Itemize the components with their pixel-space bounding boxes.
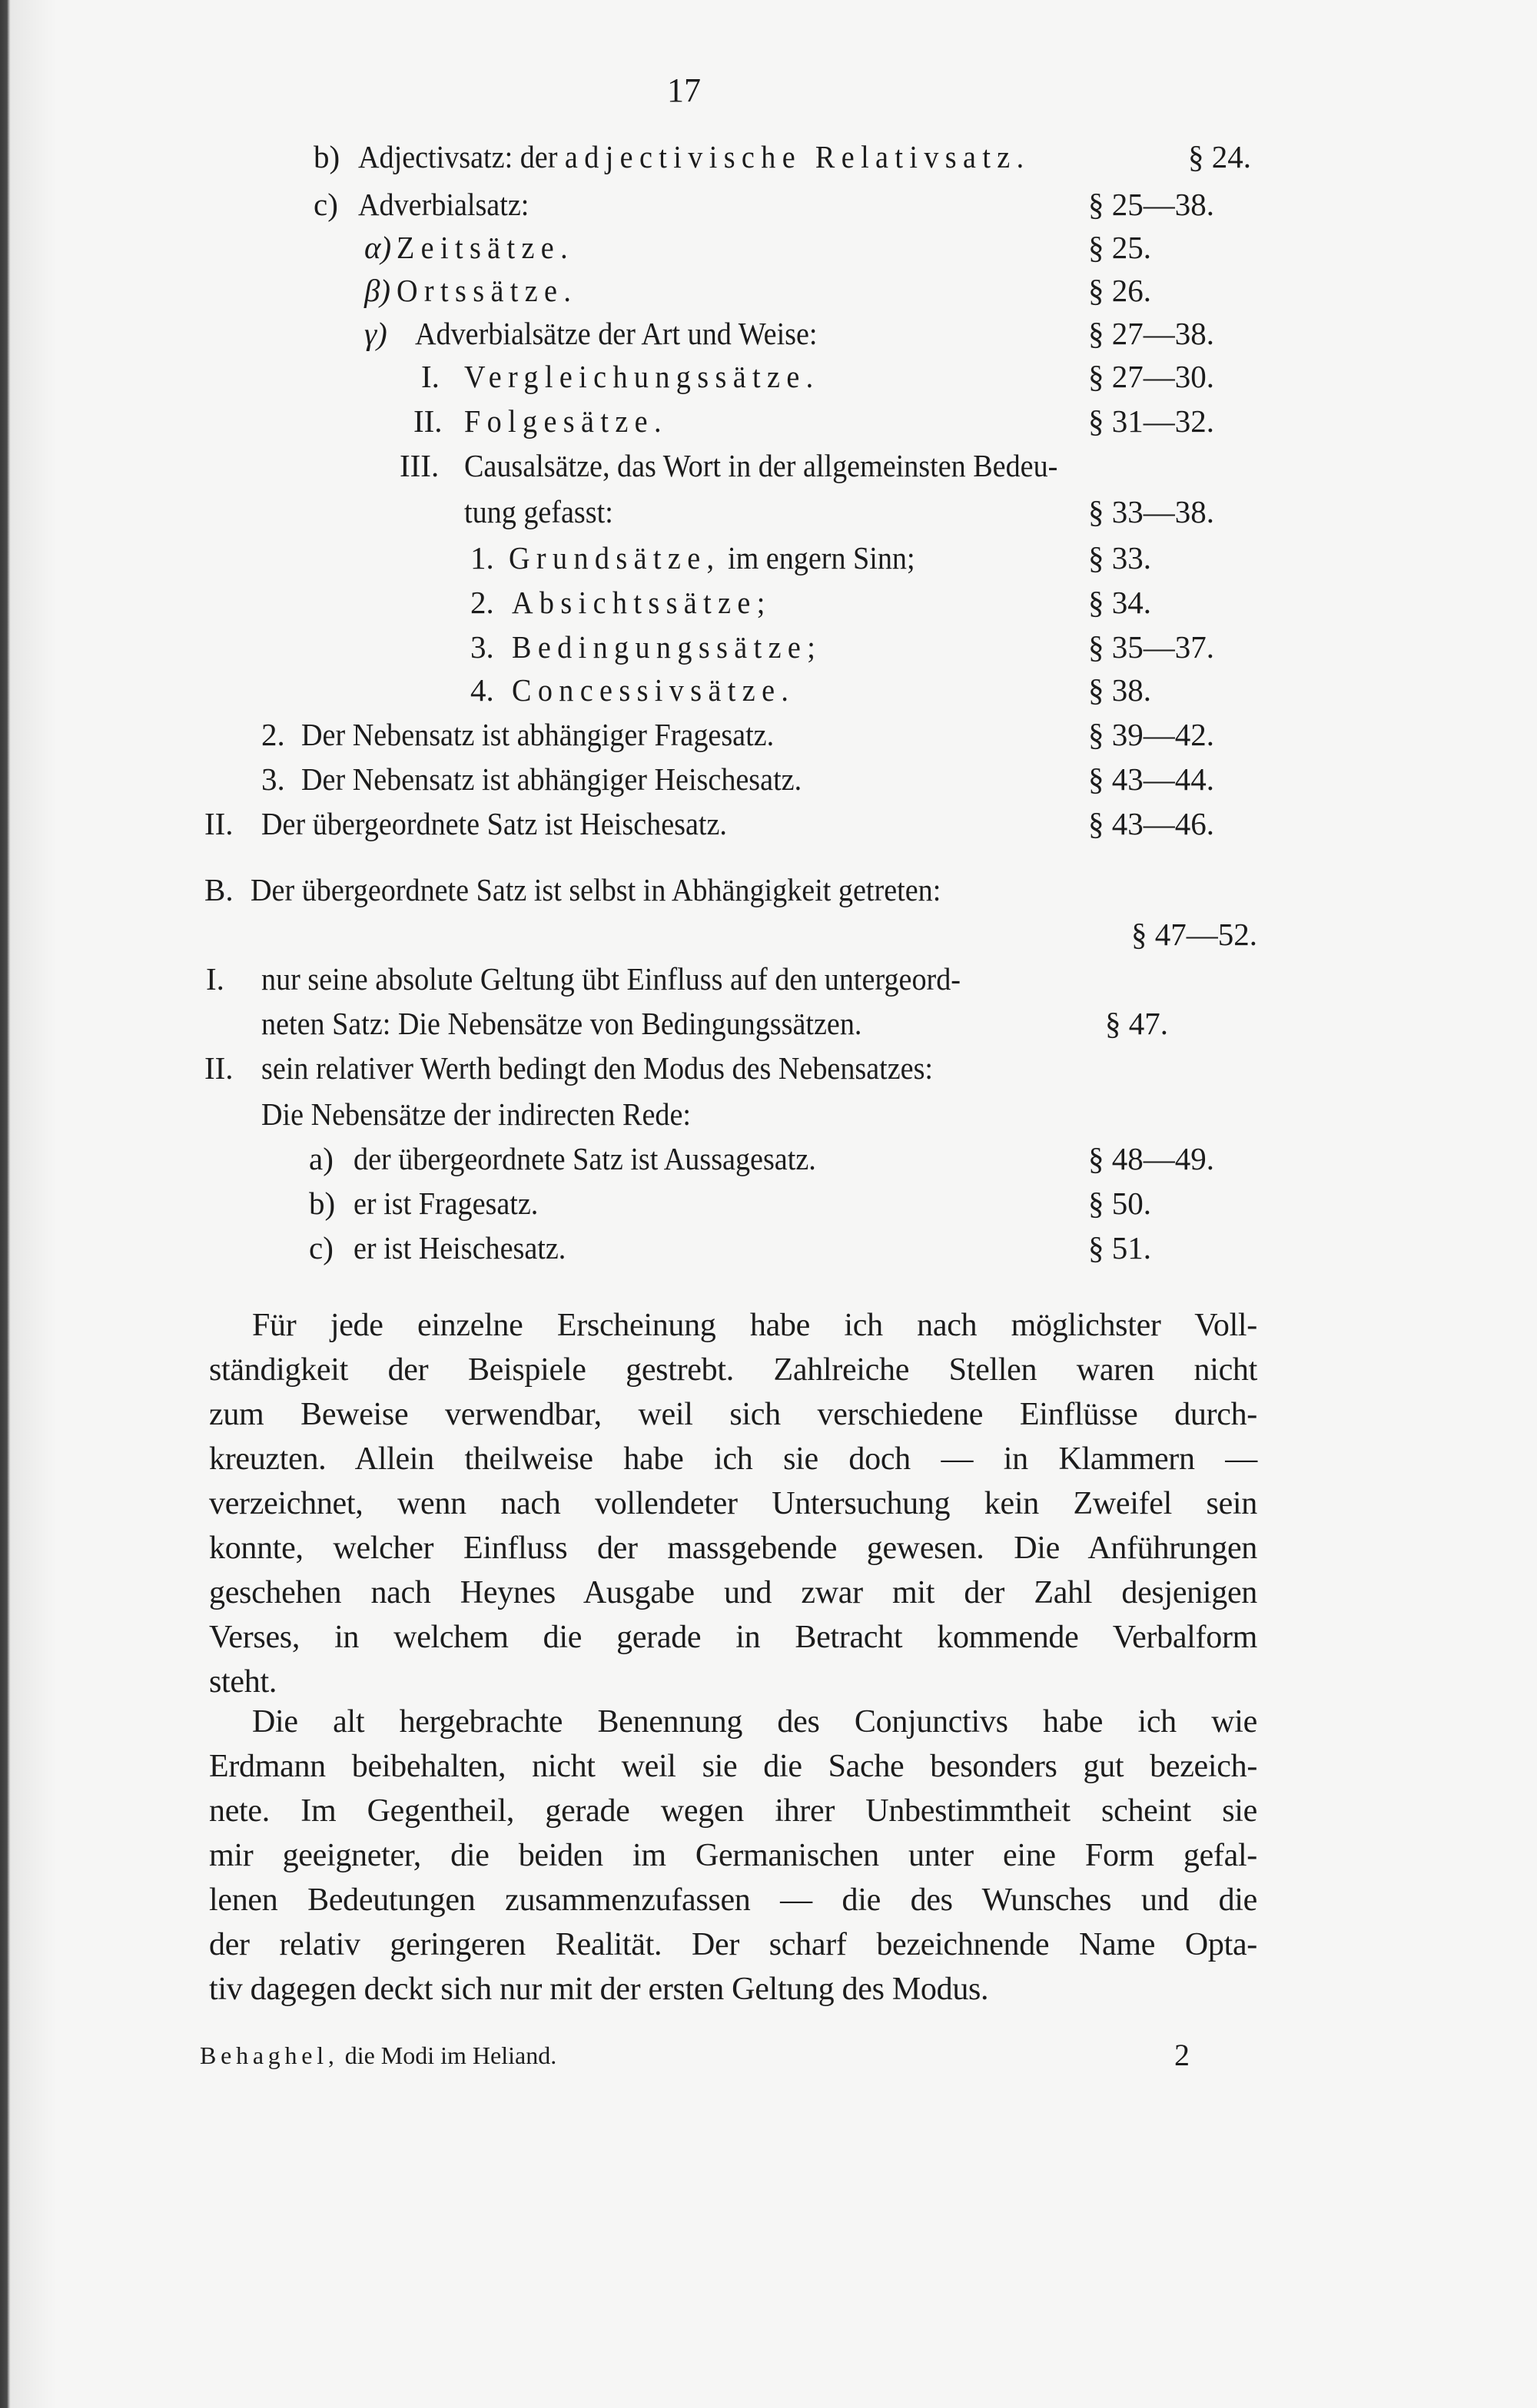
outline-entry-label: III. — [400, 448, 440, 483]
paragraph-line: konnte, welcher Einfluss der massgebende gewesen. Die Anführungen — [209, 1531, 1257, 1566]
outline-entry-plain: Adverbialsatz: — [358, 187, 529, 222]
paragraph-line: Verses, in welchem die gerade in Betracht kommende Verbalform — [209, 1620, 1257, 1655]
paragraph-line: zum Beweise verwendbar, weil sich verschiedene Einflüsse durch- — [209, 1397, 1257, 1432]
outline-entry-plain: Die Nebensätze der indirecten Rede: — [261, 1096, 691, 1132]
outline-entry-plain: Der Nebensatz ist abhängiger Fragesatz. — [301, 717, 775, 752]
outline-entry-spaced: adjectivische Relativsatz. — [564, 139, 1031, 174]
footer-title: die Modi im Heliand. — [338, 2041, 557, 2069]
outline-entry-text — [509, 538, 915, 578]
outline-entry-text — [512, 582, 772, 622]
outline-entry-plain: Der Nebensatz ist abhängiger Heischesatz. — [301, 761, 802, 797]
outline-entry-text — [358, 184, 529, 224]
outline-entry-spaced: Ortssätze. — [397, 273, 578, 308]
outline-entry-text — [512, 670, 795, 710]
paragraph-line: Die alt hergebrachte Benennung des Conjunctivs habe ich wie — [252, 1704, 1257, 1740]
page-footer — [200, 2036, 1276, 2075]
outline-entry-spaced: Zeitsätze. — [397, 230, 575, 265]
outline-entry — [0, 1003, 1537, 1043]
outline-entry-label: 2. — [470, 585, 494, 620]
section-reference: § 48—49. — [1088, 1141, 1214, 1176]
section-reference: § 34. — [1088, 585, 1151, 620]
outline-entry-text — [261, 1003, 861, 1043]
outline-entry — [0, 137, 1537, 177]
outline-entry — [0, 914, 1537, 954]
outline-entry-text — [358, 137, 1031, 177]
outline-entry — [0, 270, 1537, 310]
outline-entry-label: B. — [204, 872, 234, 907]
section-reference: § 27—38. — [1088, 316, 1214, 351]
outline-entry-text — [464, 446, 1057, 486]
section-reference: § 43—46. — [1088, 806, 1214, 841]
paragraph — [209, 1700, 1257, 2012]
outline-entry-plain: er ist Fragesatz. — [354, 1186, 539, 1221]
outline-entry — [0, 959, 1537, 999]
outline-entry-label: α) — [364, 230, 392, 265]
section-reference: § 25—38. — [1088, 187, 1214, 222]
outline-entry — [0, 715, 1537, 755]
section-reference: § 26. — [1088, 273, 1151, 308]
outline-entry — [0, 401, 1537, 441]
outline-entry-spaced: Bedingungssätze; — [512, 629, 822, 665]
outline-entry-text — [261, 804, 727, 844]
outline-entry-label: I. — [421, 359, 440, 394]
section-reference: § 50. — [1088, 1186, 1151, 1221]
outline-entry-label: γ) — [364, 316, 387, 351]
outline-entry-label: b) — [314, 139, 340, 174]
outline-entry-spaced: Vergleichungssätze. — [464, 359, 820, 394]
sheet-number: 2 — [1174, 2038, 1190, 2072]
outline-entry-plain: Adjectivsatz: der — [358, 139, 565, 174]
outline-entry-plain: der übergeordnete Satz ist Aussagesatz. — [354, 1141, 816, 1176]
outline-entry — [0, 1228, 1537, 1268]
outline-entry-text — [397, 270, 577, 310]
outline-entry-text — [354, 1139, 816, 1179]
section-reference: § 31—32. — [1088, 403, 1214, 439]
outline-entry-plain: neten Satz: Die Nebensätze von Bedingungssätzen. — [261, 1006, 862, 1041]
outline-entry — [0, 357, 1537, 396]
page-number: 17 — [667, 71, 701, 109]
outline-entry — [0, 446, 1537, 486]
outline-entry-text — [301, 715, 774, 755]
footer-author: Behaghel, — [200, 2041, 339, 2069]
outline-entry — [0, 804, 1537, 844]
paragraph-line: steht. — [209, 1664, 277, 1700]
outline-entry-label: II. — [204, 1050, 234, 1086]
paragraph-line: verzeichnet, wenn nach vollendeter Untersuchung kein Zweifel sein — [209, 1486, 1257, 1521]
section-reference: § 27—30. — [1088, 359, 1214, 394]
outline-entry-text — [464, 492, 613, 532]
paragraph — [209, 1303, 1257, 1704]
outline-entry-plain: nur seine absolute Geltung übt Einfluss auf den untergeord- — [261, 961, 961, 997]
outline-entry-label: b) — [309, 1186, 336, 1221]
paragraph-line: Erdmann beibehalten, nicht weil sie die Sache besonders gut bezeich- — [209, 1749, 1257, 1784]
outline-entry-text — [464, 401, 668, 441]
outline-entry-label: β) — [364, 273, 391, 308]
outline-entry-label: 1. — [470, 540, 494, 575]
paragraph-line: tiv dagegen deckt sich nur mit der ersten Geltung des Modus. — [209, 1972, 989, 2007]
outline-entry-text — [354, 1228, 566, 1268]
outline-entry — [0, 1183, 1537, 1223]
paragraph-line: ständigkeit der Beispiele gestrebt. Zahlreiche Stellen waren nicht — [209, 1352, 1257, 1388]
paragraph-line: der relativ geringeren Realität. Der scharf bezeichnende Name Opta- — [209, 1927, 1257, 1962]
outline-entry — [0, 1139, 1537, 1179]
paragraph-line: geschehen nach Heynes Ausgabe und zwar mit der Zahl desjenigen — [209, 1575, 1257, 1610]
outline-entry-plain: sein relativer Werth bedingt den Modus des Nebensatzes: — [261, 1050, 934, 1086]
outline-entry — [0, 759, 1537, 799]
outline-entry-text — [354, 1183, 538, 1223]
outline-entry-label: 2. — [261, 717, 285, 752]
outline-entry — [0, 1048, 1537, 1088]
outline-entry-suffix: im engern Sinn; — [720, 540, 915, 575]
outline-entry — [0, 227, 1537, 267]
paragraph-line: kreuzten. Allein theilweise habe ich sie doch — in Klammern — — [209, 1441, 1257, 1477]
outline-entry-label: c) — [309, 1230, 334, 1265]
outline-entry-label: a) — [309, 1141, 334, 1176]
section-reference: § 43—44. — [1088, 761, 1214, 797]
section-reference: § 25. — [1088, 230, 1151, 265]
section-reference: § 47. — [1105, 1006, 1168, 1041]
section-reference: § 38. — [1088, 672, 1151, 708]
outline-entry-text — [301, 759, 802, 799]
outline-entry — [0, 627, 1537, 667]
outline-entry-spaced: Absichtssätze; — [512, 585, 772, 620]
outline-entry-plain: tung gefasst: — [464, 494, 613, 529]
signature-line — [200, 2036, 556, 2075]
outline-entry-label: I. — [206, 961, 224, 997]
outline-entry-label: 3. — [261, 761, 285, 797]
section-reference: § 47—52. — [1131, 917, 1257, 952]
outline-entry-text — [261, 1094, 691, 1134]
outline-entry-label: II. — [204, 806, 234, 841]
outline-entry — [0, 184, 1537, 224]
outline-entry-text — [261, 1048, 933, 1088]
outline-entry-label: 3. — [470, 629, 494, 665]
section-reference: § 35—37. — [1088, 629, 1214, 665]
outline-entry-plain: Der übergeordnete Satz ist selbst in Abhängigkeit getreten: — [251, 872, 941, 907]
outline-entry-label: 4. — [470, 672, 494, 708]
outline-entry-text — [464, 357, 820, 396]
outline-entry — [0, 1094, 1537, 1134]
outline-entry-plain: Causalsätze, das Wort in der allgemeinsten Bedeu- — [464, 448, 1058, 483]
outline-entry-text — [512, 627, 822, 667]
paragraph-line: mir geeigneter, die beiden im Germanischen unter eine Form gefal- — [209, 1838, 1257, 1873]
outline-entry-text — [261, 959, 961, 999]
outline-entry — [0, 870, 1537, 910]
outline-entry — [0, 492, 1537, 532]
outline-entry — [0, 538, 1537, 578]
outline-entry — [0, 313, 1537, 353]
outline-entry-plain: Der übergeordnete Satz ist Heischesatz. — [261, 806, 727, 841]
outline-entry-text — [251, 870, 941, 910]
section-reference: § 24. — [1188, 139, 1251, 174]
outline-entry-text — [415, 313, 818, 353]
outline-entry — [0, 582, 1537, 622]
outline-entry — [0, 670, 1537, 710]
outline-entry-plain: er ist Heischesatz. — [354, 1230, 566, 1265]
outline-entry-label: c) — [314, 187, 338, 222]
section-reference: § 33—38. — [1088, 494, 1214, 529]
paragraph-line: Für jede einzelne Erscheinung habe ich nach möglichster Voll- — [252, 1308, 1257, 1343]
section-reference: § 39—42. — [1088, 717, 1214, 752]
outline-entry-spaced: Concessivsätze. — [512, 672, 795, 708]
outline-entry-spaced: Grundsätze, — [509, 540, 721, 575]
section-reference: § 51. — [1088, 1230, 1151, 1265]
outline-entry-label: II. — [413, 403, 443, 439]
paragraph-line: nete. Im Gegentheil, gerade wegen ihrer Unbestimmtheit scheint sie — [209, 1793, 1257, 1829]
outline-entry-plain: Adverbialsätze der Art und Weise: — [415, 316, 818, 351]
outline-entry-spaced: Folgesätze. — [464, 403, 668, 439]
paragraph-line: lenen Bedeutungen zusammenzufassen — die des Wunsches und die — [209, 1882, 1257, 1918]
section-reference: § 33. — [1088, 540, 1151, 575]
outline-entry-text — [397, 227, 574, 267]
